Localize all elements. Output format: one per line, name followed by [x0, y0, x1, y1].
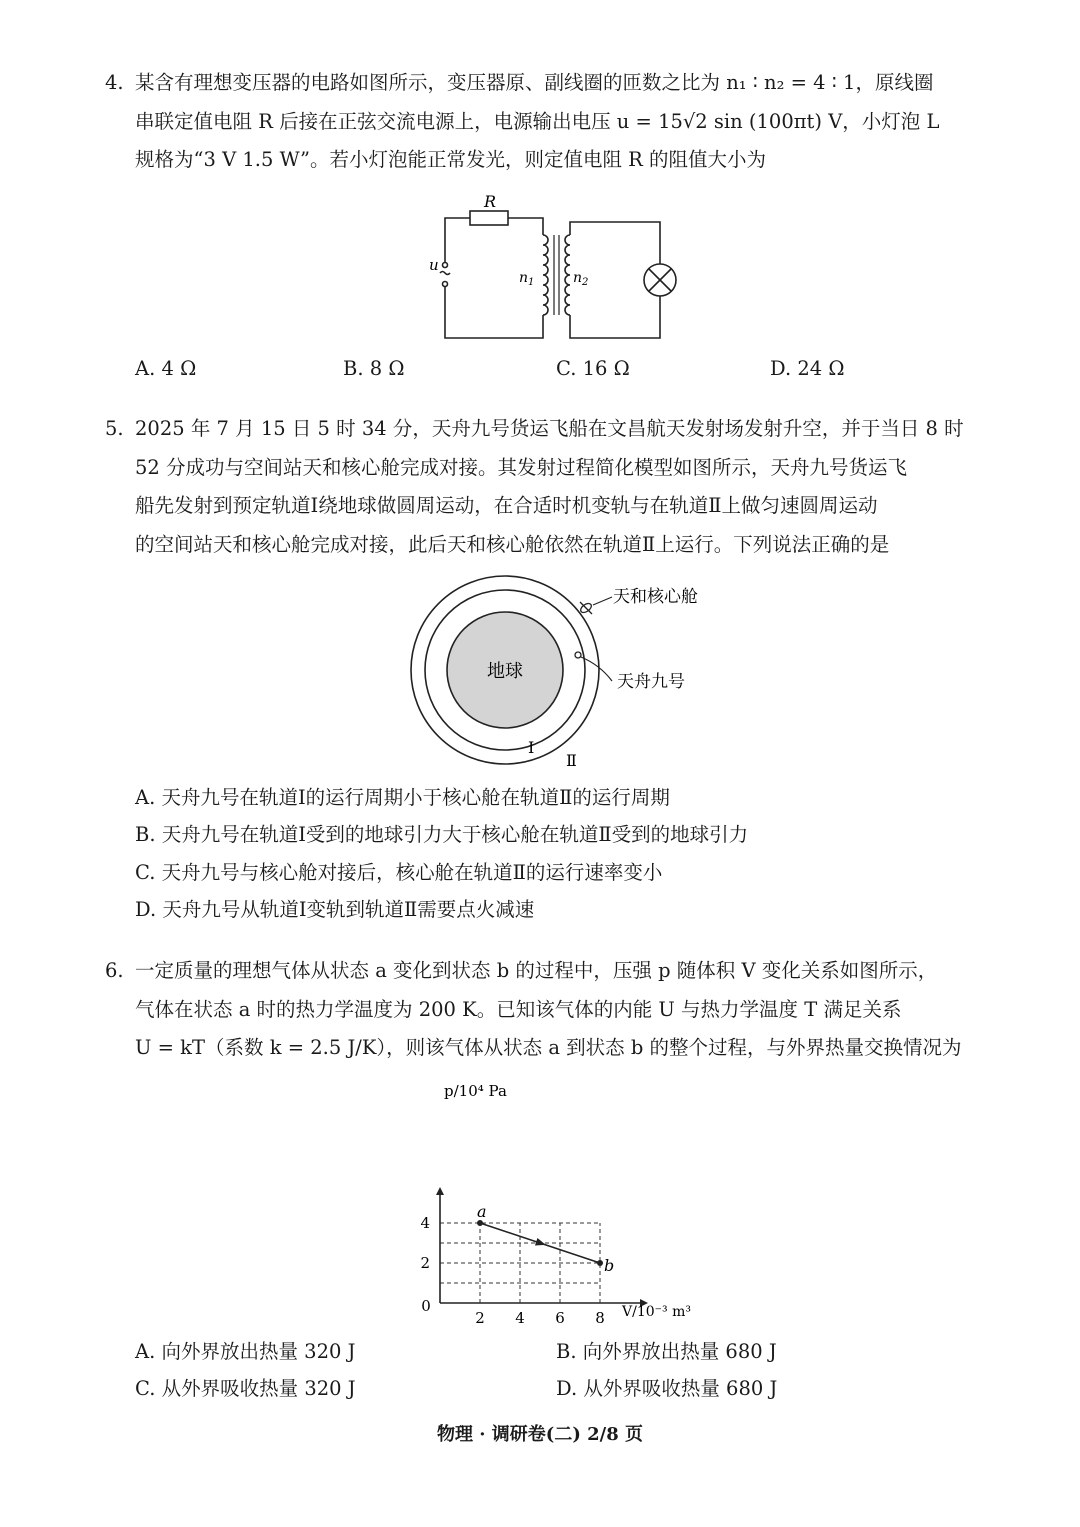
stem-line: 的空间站天和核心舱完成对接，此后天和核心舱依然在轨道Ⅱ上运行。下列说法正确的是 [135, 532, 890, 556]
primary-coil [543, 235, 548, 315]
x-tick-label: 8 [595, 1309, 605, 1325]
station-label: 天和核心舱 [613, 587, 698, 607]
question-number: 6. [105, 959, 124, 982]
stem-line: 气体在状态 a 时的热力学温度为 200 K。已知该气体的内能 U 与热力学温度 T 满足关系 [135, 997, 902, 1021]
label-n1: $n_1$ [519, 270, 535, 288]
page-footer: 物理 · 调研卷(二) 2/8 页 [437, 1424, 643, 1445]
orbit-diagram [405, 575, 725, 775]
origin-label: 0 [421, 1297, 431, 1315]
label-u: u [429, 256, 439, 274]
label-n2: $n_2$ [573, 270, 589, 288]
option-c[interactable]: C. 从外界吸收热量 320 J [135, 1377, 356, 1400]
y-tick-label: 4 [420, 1214, 430, 1232]
y-tick-label: 2 [420, 1254, 430, 1272]
option-c[interactable]: C. 天舟九号与核心舱对接后，核心舱在轨道Ⅱ的运行速率变小 [135, 861, 663, 884]
stem-line: 52 分成功与空间站天和核心舱完成对接。其发射过程简化模型如图所示，天舟九号货运飞 [135, 455, 908, 479]
x-tick-label: 6 [555, 1309, 565, 1325]
option-d[interactable]: D. 24 Ω [770, 357, 845, 380]
stem-line: 船先发射到预定轨道Ⅰ绕地球做圆周运动，在合适时机变轨与在轨道Ⅱ上做匀速圆周运动 [135, 494, 878, 517]
transformer-circuit-diagram [410, 190, 680, 345]
question-stem [135, 64, 975, 180]
y-axis-arrow [436, 1187, 444, 1195]
state-label: b [604, 1256, 615, 1275]
y-axis-label: p/10⁴ Pa [444, 1082, 507, 1100]
x-axis-label: V/10⁻³ m³ [622, 1304, 691, 1320]
question-stem [135, 410, 975, 564]
option-a[interactable]: A. 天舟九号在轨道Ⅰ的运行周期小于核心舱在轨道Ⅱ的运行周期 [135, 786, 670, 809]
stem-line: 某含有理想变压器的电路如图所示，变压器原、副线圈的匝数之比为 n₁ ∶ n₂ = 4 ∶ 1，原线圈 [135, 71, 934, 94]
state-point [597, 1260, 603, 1266]
label-r: R [483, 192, 497, 211]
stem-line: 一定质量的理想气体从状态 a 变化到状态 b 的过程中，压强 p 随体积 V 变化关系如图所示， [135, 959, 938, 982]
orbit-1-label: Ⅰ [528, 738, 535, 757]
chart-ticks [420, 1214, 604, 1325]
stem-line: 规格为“3 V 1.5 W”。若小灯泡能正常发光，则定值电阻 R 的阻值大小为 [135, 148, 767, 171]
option-b[interactable]: B. 天舟九号在轨道Ⅰ受到的地球引力大于核心舱在轨道Ⅱ受到的地球引力 [135, 823, 749, 846]
question-number: 5. [105, 417, 124, 440]
pv-chart [400, 1075, 720, 1325]
secondary-coil [565, 235, 570, 315]
x-tick-label: 2 [475, 1309, 485, 1325]
option-b[interactable]: B. 向外界放出热量 680 J [556, 1340, 777, 1363]
stem-line: U = kT（系数 k = 2.5 J/K），则该气体从状态 a 到状态 b 的整个过程，与外界热量交换情况为 [135, 1036, 962, 1059]
option-d[interactable]: D. 从外界吸收热量 680 J [556, 1377, 778, 1400]
x-tick-label: 4 [515, 1309, 525, 1325]
ship-icon [575, 652, 581, 658]
chart-axes [436, 1187, 648, 1307]
question-stem [135, 952, 975, 1068]
option-a[interactable]: A. 向外界放出热量 320 J [135, 1340, 356, 1363]
earth-label: 地球 [487, 661, 523, 682]
option-d[interactable]: D. 天舟九号从轨道Ⅰ变轨到轨道Ⅱ需要点火减速 [135, 898, 535, 921]
ship-label: 天舟九号 [617, 672, 685, 692]
chart-series [477, 1202, 614, 1275]
resistor [470, 211, 508, 225]
stem-line: 2025 年 7 月 15 日 5 时 34 分，天舟九号货运飞船在文昌航天发射场发射升空，并于当日 8 时 [135, 417, 964, 440]
stem-line: 串联定值电阻 R 后接在正弦交流电源上，电源输出电压 u = 15√2 sin (100πt) V，小灯泡 L [135, 109, 940, 133]
chart-grid [440, 1223, 600, 1303]
state-label: a [477, 1202, 487, 1221]
station-icon [579, 602, 593, 615]
option-b[interactable]: B. 8 Ω [343, 357, 405, 380]
option-a[interactable]: A. 4 Ω [135, 357, 197, 380]
orbit-2-label: Ⅱ [566, 751, 577, 770]
question-number: 4. [105, 71, 124, 94]
option-c[interactable]: C. 16 Ω [556, 357, 630, 380]
